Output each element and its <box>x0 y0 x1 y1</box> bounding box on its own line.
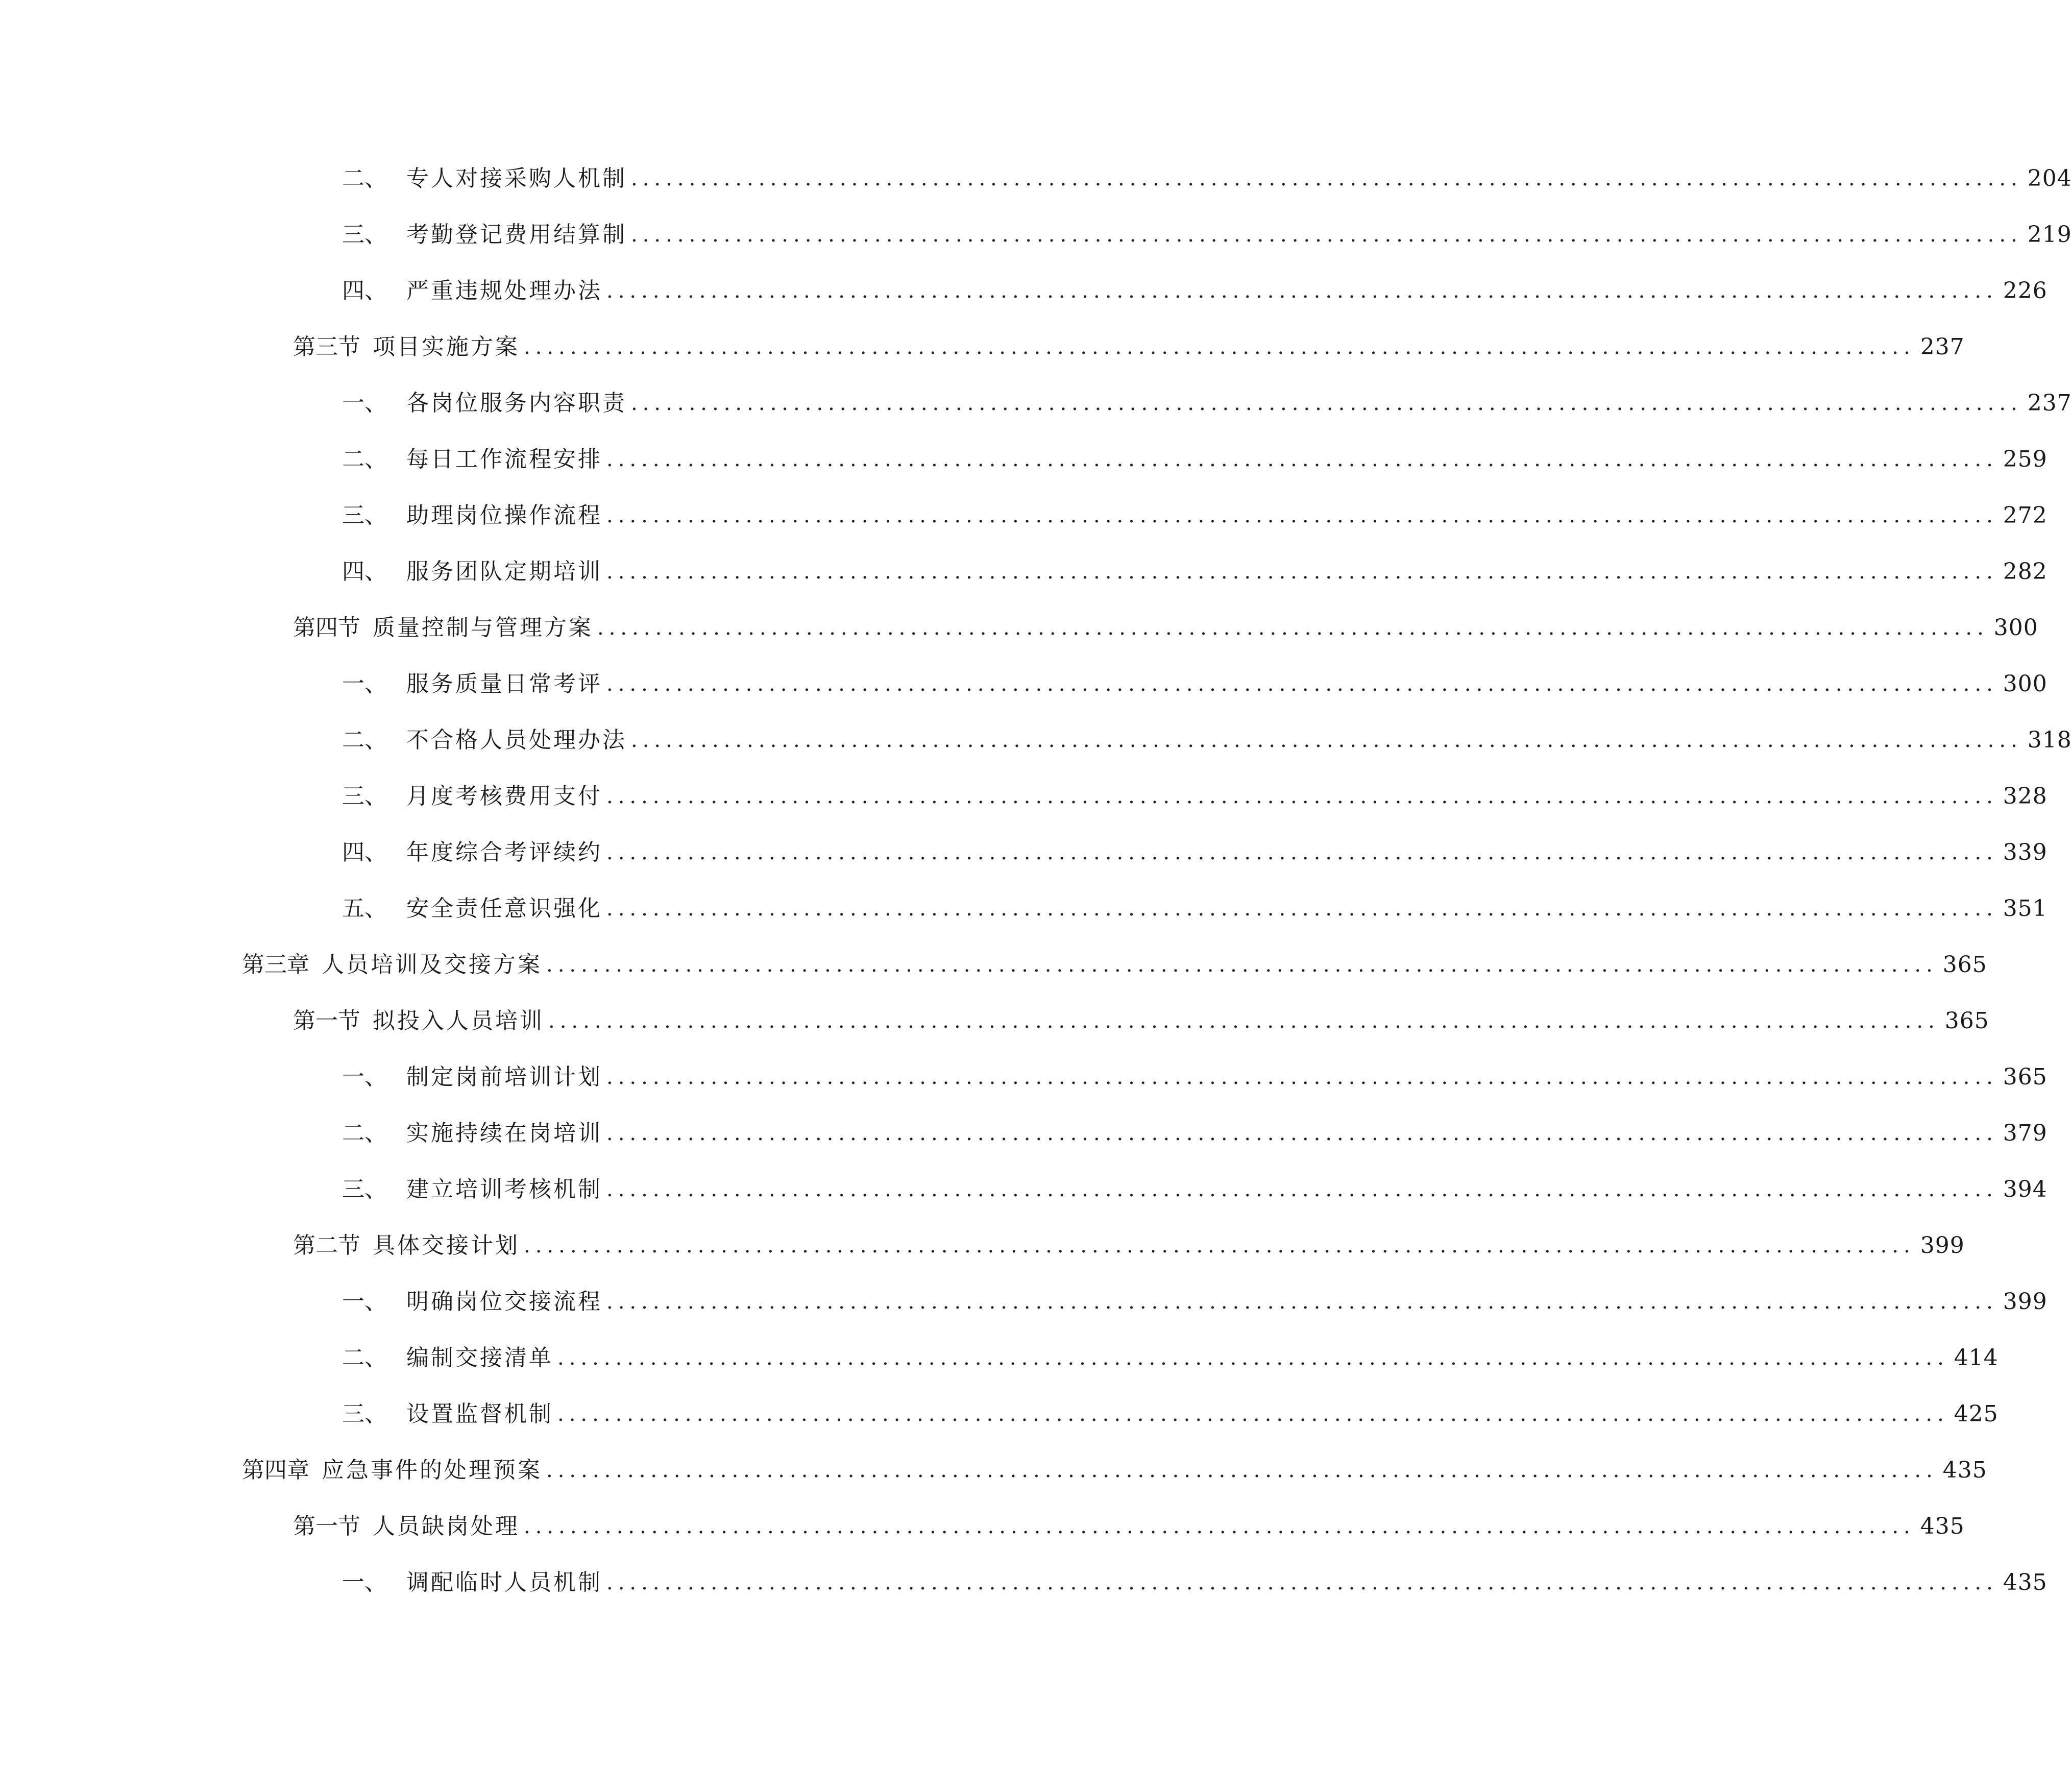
toc-entry-number: 一、 <box>342 390 387 416</box>
toc-entry-page: 365 <box>1942 952 1987 978</box>
toc-dot-leader: ........................................................................................................................ <box>546 953 1938 977</box>
toc-dot-leader: ........................................................................................................................ <box>606 1290 1998 1314</box>
toc-entry-page: 318 <box>2027 727 2072 753</box>
toc-entry-number: 三、 <box>342 1176 387 1202</box>
toc-dot-leader: ........................................................................................................................ <box>557 1346 1949 1370</box>
toc-dot-leader: ........................................................................................................................ <box>606 279 1998 303</box>
toc-entry[interactable] <box>342 214 2072 255</box>
toc-entry-number: 一、 <box>342 671 387 697</box>
toc-entry-page: 365 <box>2003 1064 2047 1090</box>
toc-entry-number: 四、 <box>342 839 387 865</box>
toc-entry[interactable] <box>342 1113 2047 1154</box>
toc-entry[interactable] <box>342 551 2047 592</box>
toc-entry-title: 调配临时人员机制 <box>406 1569 602 1595</box>
toc-entry[interactable] <box>293 608 2038 648</box>
toc-entry[interactable] <box>342 1394 1998 1435</box>
toc-dot-leader: ........................................................................................................................ <box>631 167 2022 190</box>
toc-entry-title: 安全责任意识强化 <box>406 896 602 922</box>
toc-entry-number: 第二节 <box>293 1232 360 1258</box>
toc-entry-number: 二、 <box>342 1345 387 1371</box>
toc-entry-page: 204 <box>2027 165 2072 191</box>
toc-entry-title: 实施持续在岗培训 <box>406 1120 602 1146</box>
toc-entry-title: 年度综合考评续约 <box>406 839 602 865</box>
toc-entry-number: 一、 <box>342 1569 387 1595</box>
toc-entry-title: 服务团队定期培训 <box>406 559 602 585</box>
toc-entry-page: 219 <box>2027 222 2072 248</box>
toc-entry-page: 414 <box>1954 1345 1998 1371</box>
toc-entry[interactable] <box>342 720 2072 761</box>
toc-entry-page: 425 <box>1954 1401 1998 1427</box>
toc-entry[interactable] <box>342 1169 2047 1210</box>
toc-entry[interactable] <box>342 271 2047 311</box>
toc-entry-number: 第一节 <box>293 1513 360 1539</box>
toc-entry-title: 各岗位服务内容职责 <box>406 390 627 416</box>
toc-entry-title: 人员培训及交接方案 <box>322 952 542 978</box>
toc-entry-number: 第一节 <box>293 1008 360 1034</box>
toc-entry-page: 282 <box>2003 559 2047 585</box>
toc-entry[interactable] <box>342 439 2047 480</box>
toc-entry-title: 每日工作流程安排 <box>406 446 602 472</box>
toc-entry-number: 三、 <box>342 783 387 809</box>
toc-dot-leader: ........................................................................................................................ <box>606 897 1998 921</box>
toc-entry-number: 二、 <box>342 446 387 472</box>
toc-entry[interactable] <box>342 495 2047 536</box>
toc-entry-title: 应急事件的处理预案 <box>322 1457 542 1483</box>
toc-entry[interactable] <box>342 158 2072 199</box>
toc-dot-leader: ........................................................................................................................ <box>606 841 1998 864</box>
toc-entry-title: 质量控制与管理方案 <box>373 615 593 641</box>
toc-entry-title: 助理岗位操作流程 <box>406 502 602 528</box>
toc-entry[interactable] <box>242 1450 1987 1491</box>
toc-entry[interactable] <box>342 1338 1998 1378</box>
toc-entry-title: 设置监督机制 <box>406 1401 553 1427</box>
toc-entry[interactable] <box>342 888 2047 929</box>
toc-entry-title: 拟投入人员培训 <box>373 1008 544 1034</box>
toc-entry-title: 编制交接清单 <box>406 1345 553 1371</box>
toc-dot-leader: ........................................................................................................................ <box>606 672 1998 696</box>
toc-entry-page: 394 <box>2003 1176 2047 1202</box>
toc-dot-leader: ........................................................................................................................ <box>606 1122 1998 1145</box>
toc-entry-number: 三、 <box>342 1401 387 1427</box>
toc-entry-number: 一、 <box>342 1064 387 1090</box>
toc-entry[interactable] <box>342 1562 2047 1603</box>
toc-dot-leader: ........................................................................................................................ <box>606 560 1998 584</box>
toc-entry-title: 具体交接计划 <box>373 1232 520 1258</box>
toc-dot-leader: ........................................................................................................................ <box>524 1515 1915 1538</box>
toc-entry-page: 379 <box>2003 1120 2047 1146</box>
toc-entry-number: 二、 <box>342 1120 387 1146</box>
toc-entry[interactable] <box>342 776 2047 817</box>
toc-dot-leader: ........................................................................................................................ <box>524 335 1915 359</box>
toc-entry-number: 一、 <box>342 1289 387 1315</box>
toc-dot-leader: ........................................................................................................................ <box>524 1234 1915 1257</box>
toc-entry-number: 三、 <box>342 222 387 248</box>
toc-entry[interactable] <box>293 1225 1965 1266</box>
toc-entry[interactable] <box>293 1506 1965 1547</box>
toc-entry-title: 月度考核费用支付 <box>406 783 602 809</box>
toc-entry-title: 项目实施方案 <box>373 334 520 360</box>
toc-dot-leader: ........................................................................................................................ <box>606 504 1998 527</box>
toc-entry-number: 四、 <box>342 278 387 304</box>
toc-dot-leader: ........................................................................................................................ <box>597 616 1989 640</box>
toc-entry-number: 第四章 <box>242 1457 309 1483</box>
toc-entry-page: 300 <box>2003 671 2047 697</box>
toc-entry-page: 365 <box>1944 1008 1989 1034</box>
toc-entry-page: 300 <box>1993 615 2038 641</box>
toc-dot-leader: ........................................................................................................................ <box>606 785 1998 808</box>
toc-entry[interactable] <box>342 383 2072 424</box>
toc-dot-leader: ........................................................................................................................ <box>546 1459 1938 1482</box>
toc-entry-title: 人员缺岗处理 <box>373 1513 520 1539</box>
toc-entry-page: 237 <box>2027 390 2072 416</box>
toc-entry-page: 272 <box>2003 502 2047 528</box>
toc-dot-leader: ........................................................................................................................ <box>606 1571 1998 1594</box>
toc-entry-number: 第四节 <box>293 615 360 641</box>
toc-entry[interactable] <box>293 327 1965 368</box>
toc-entry-number: 五、 <box>342 896 387 922</box>
toc-entry-title: 服务质量日常考评 <box>406 671 602 697</box>
toc-entry[interactable] <box>342 1281 2047 1322</box>
toc-entry-number: 第三章 <box>242 952 309 978</box>
toc-dot-leader: ........................................................................................................................ <box>631 223 2022 247</box>
toc-entry-page: 435 <box>2003 1569 2047 1595</box>
toc-entry-number: 四、 <box>342 559 387 585</box>
toc-entry-title: 建立培训考核机制 <box>406 1176 602 1202</box>
toc-entry-page: 226 <box>2003 278 2047 304</box>
toc-entry-page: 399 <box>2003 1289 2047 1315</box>
toc-entry-number: 第三节 <box>293 334 360 360</box>
toc-entry[interactable] <box>342 832 2047 873</box>
toc-entry-title: 考勤登记费用结算制 <box>406 222 627 248</box>
toc-dot-leader: ........................................................................................................................ <box>606 1178 1998 1201</box>
toc-dot-leader: ........................................................................................................................ <box>631 392 2022 415</box>
toc-entry-title: 不合格人员处理办法 <box>406 727 627 753</box>
toc-dot-leader: ........................................................................................................................ <box>606 448 1998 471</box>
toc-dot-leader: ........................................................................................................................ <box>606 1066 1998 1089</box>
toc-entry-page: 351 <box>2003 896 2047 922</box>
toc-dot-leader: ........................................................................................................................ <box>631 729 2022 752</box>
toc-entry-title: 制定岗前培训计划 <box>406 1064 602 1090</box>
toc-entry[interactable] <box>342 664 2047 705</box>
toc-entry-title: 专人对接采购人机制 <box>406 165 627 191</box>
toc-entry-number: 三、 <box>342 502 387 528</box>
toc-dot-leader: ........................................................................................................................ <box>557 1402 1949 1426</box>
toc-entry[interactable] <box>242 945 1987 985</box>
toc-entry-title: 明确岗位交接流程 <box>406 1289 602 1315</box>
toc-entry[interactable] <box>293 1001 1989 1042</box>
toc-entry-page: 435 <box>1942 1457 1987 1483</box>
toc-entry-number: 二、 <box>342 165 387 191</box>
toc-entry-page: 399 <box>1920 1232 1965 1258</box>
toc-entry-page: 259 <box>2003 446 2047 472</box>
toc-entry-title: 严重违规处理办法 <box>406 278 602 304</box>
toc-entry-page: 237 <box>1920 334 1965 360</box>
toc-dot-leader: ........................................................................................................................ <box>548 1009 1940 1033</box>
toc-entry-number: 二、 <box>342 727 387 753</box>
toc-entry-page: 328 <box>2003 783 2047 809</box>
toc-entry[interactable] <box>342 1057 2047 1098</box>
toc-entry-page: 339 <box>2003 839 2047 865</box>
toc-entry-page: 435 <box>1920 1513 1965 1539</box>
